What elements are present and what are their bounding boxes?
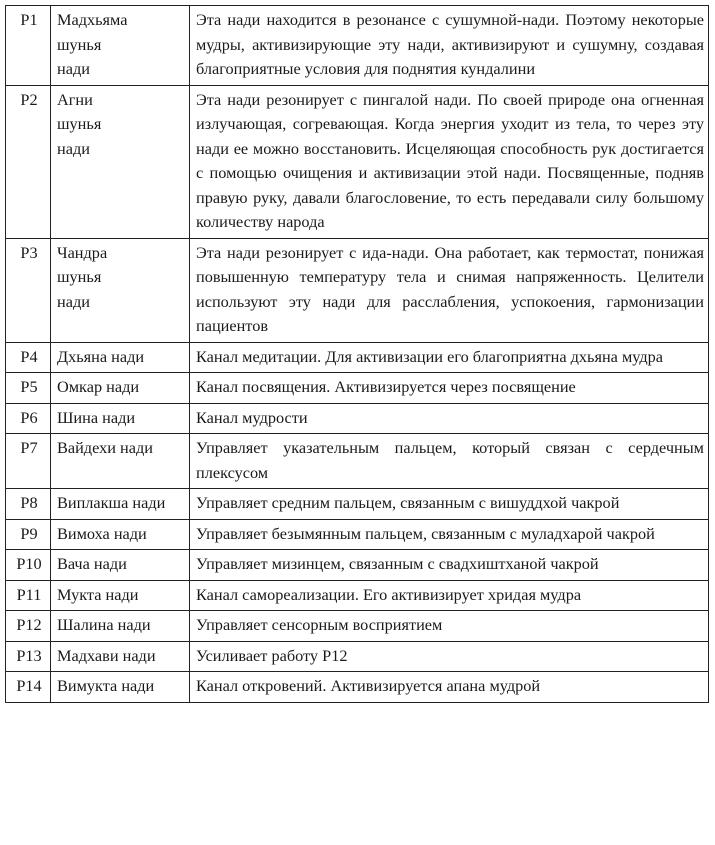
nadi-name: Чандра шунья нади (57, 242, 108, 311)
nadi-code-cell (6, 342, 51, 373)
nadi-description: Эта нади находится в резонансе с сушумной-нади. Поэтому некоторые мудры, активизирующие эту нади, активизируют и сушумну, создавая благоприятные условия для поднятия кундалини (196, 10, 704, 78)
nadi-name-cell (51, 85, 190, 238)
nadi-name: Мадхьяма шунья нади (57, 10, 128, 78)
nadi-code-cell (6, 238, 51, 342)
nadi-description-cell (190, 342, 709, 373)
nadi-name: Виплакша нади (57, 493, 166, 512)
nadi-description: Канал откровений. Активизируется апана мудрой (196, 676, 541, 695)
table-row (6, 580, 709, 611)
nadi-description: Управляет сенсорным восприятием (196, 615, 443, 634)
table-row (6, 489, 709, 520)
nadi-name: Вача нади (57, 554, 127, 573)
nadi-description-cell (190, 611, 709, 642)
nadi-name: Дхьяна нади (57, 346, 145, 366)
nadi-description-cell (190, 403, 709, 434)
nadi-code: P9 (20, 523, 38, 543)
table-row (6, 611, 709, 642)
nadi-name: Мукта нади (57, 584, 139, 604)
nadi-code-cell (6, 580, 51, 611)
nadi-table-body (6, 6, 709, 703)
nadi-code: P14 (16, 676, 42, 695)
nadi-code: P12 (16, 615, 42, 634)
nadi-code-cell (6, 6, 51, 86)
table-row (6, 342, 709, 373)
nadi-description: Канал посвящения. Активизируется через посвящение (196, 377, 576, 396)
table-row (6, 519, 709, 550)
nadi-name-cell (51, 489, 190, 520)
table-row (6, 373, 709, 404)
nadi-description: Канал мудрости (196, 407, 308, 427)
nadi-description-cell (190, 434, 709, 489)
table-row (6, 434, 709, 489)
nadi-description: Эта нади резонирует с ида-нади. Она работает, как термостат, понижая повышенную температуру тела и снимая напряженность. Целители используют эту нади для расслабления, успокоения, гармонизации пациентов (196, 242, 704, 335)
nadi-description: Канал медитации. Для активизации его благоприятна дхьяна мудра (196, 346, 664, 366)
nadi-name-cell (51, 611, 190, 642)
nadi-name: Вимоха нади (57, 523, 147, 543)
nadi-name: Вайдехи нади (57, 438, 153, 457)
table-row (6, 403, 709, 434)
table-row (6, 550, 709, 581)
table-row (6, 641, 709, 672)
nadi-code-cell (6, 373, 51, 404)
nadi-code: P6 (20, 407, 38, 427)
nadi-code-cell (6, 641, 51, 672)
nadi-name: Шалина нади (57, 615, 151, 634)
nadi-code-cell (6, 550, 51, 581)
table-row (6, 6, 709, 86)
nadi-description: Управляет безымянным пальцем, связанным с муладхарой чакрой (196, 523, 655, 543)
nadi-description-cell (190, 489, 709, 520)
nadi-name-cell (51, 519, 190, 550)
nadi-code: P10 (16, 554, 42, 573)
nadi-code: P4 (20, 346, 38, 366)
nadi-code-cell (6, 489, 51, 520)
nadi-code: P1 (20, 10, 38, 29)
nadi-code-cell (6, 85, 51, 238)
nadi-description: Канал самореализации. Его активизирует хридая мудра (196, 584, 582, 604)
nadi-name-cell (51, 672, 190, 703)
nadi-description: Управляет средним пальцем, связанным с вишуддхой чакрой (196, 493, 620, 512)
nadi-description-cell (190, 550, 709, 581)
nadi-code: P11 (16, 584, 42, 604)
nadi-code: P5 (20, 377, 38, 396)
nadi-name: Агни шунья нади (57, 89, 102, 158)
nadi-description-cell (190, 519, 709, 550)
table-row (6, 238, 709, 342)
nadi-name: Вимукта нади (57, 676, 155, 695)
nadi-table (5, 5, 709, 703)
nadi-code-cell (6, 434, 51, 489)
nadi-name-cell (51, 641, 190, 672)
nadi-code-cell (6, 403, 51, 434)
nadi-name-cell (51, 580, 190, 611)
nadi-description: Управляет указательным пальцем, который связан с сердечным плексусом (196, 438, 704, 482)
nadi-code: P7 (20, 438, 38, 457)
nadi-code: P3 (20, 242, 38, 262)
nadi-description-cell (190, 373, 709, 404)
nadi-description: Эта нади резонирует с пингалой нади. По своей природе она огненная излучающая, согревающая. Когда энергия уходит из тела, то через эту нади ее можно восстановить. Исцеляющая способность рук достигается с помощью очищения и активизации этой нади. Посвященные, подняв правую руку, давали благословение, то есть передавали силу большому количеству народа (196, 89, 704, 231)
nadi-description: Управляет мизинцем, связанным с свадхиштханой чакрой (196, 554, 599, 573)
nadi-name-cell (51, 403, 190, 434)
table-row (6, 85, 709, 238)
nadi-name-cell (51, 550, 190, 581)
nadi-code: P2 (20, 89, 38, 109)
nadi-name-cell (51, 6, 190, 86)
nadi-name-cell (51, 373, 190, 404)
nadi-description-cell (190, 672, 709, 703)
nadi-code-cell (6, 611, 51, 642)
nadi-code-cell (6, 672, 51, 703)
nadi-description-cell (190, 6, 709, 86)
nadi-description-cell (190, 641, 709, 672)
nadi-name: Омкар нади (57, 377, 140, 396)
nadi-description-cell (190, 85, 709, 238)
nadi-code: P13 (16, 645, 42, 665)
nadi-name-cell (51, 238, 190, 342)
nadi-description: Усиливает работу P12 (196, 645, 348, 665)
nadi-name-cell (51, 342, 190, 373)
nadi-description-cell (190, 238, 709, 342)
nadi-name: Мадхави нади (57, 645, 156, 665)
nadi-name-cell (51, 434, 190, 489)
nadi-code-cell (6, 519, 51, 550)
nadi-name: Шина нади (57, 407, 136, 427)
table-row (6, 672, 709, 703)
nadi-description-cell (190, 580, 709, 611)
nadi-code: P8 (20, 493, 38, 512)
